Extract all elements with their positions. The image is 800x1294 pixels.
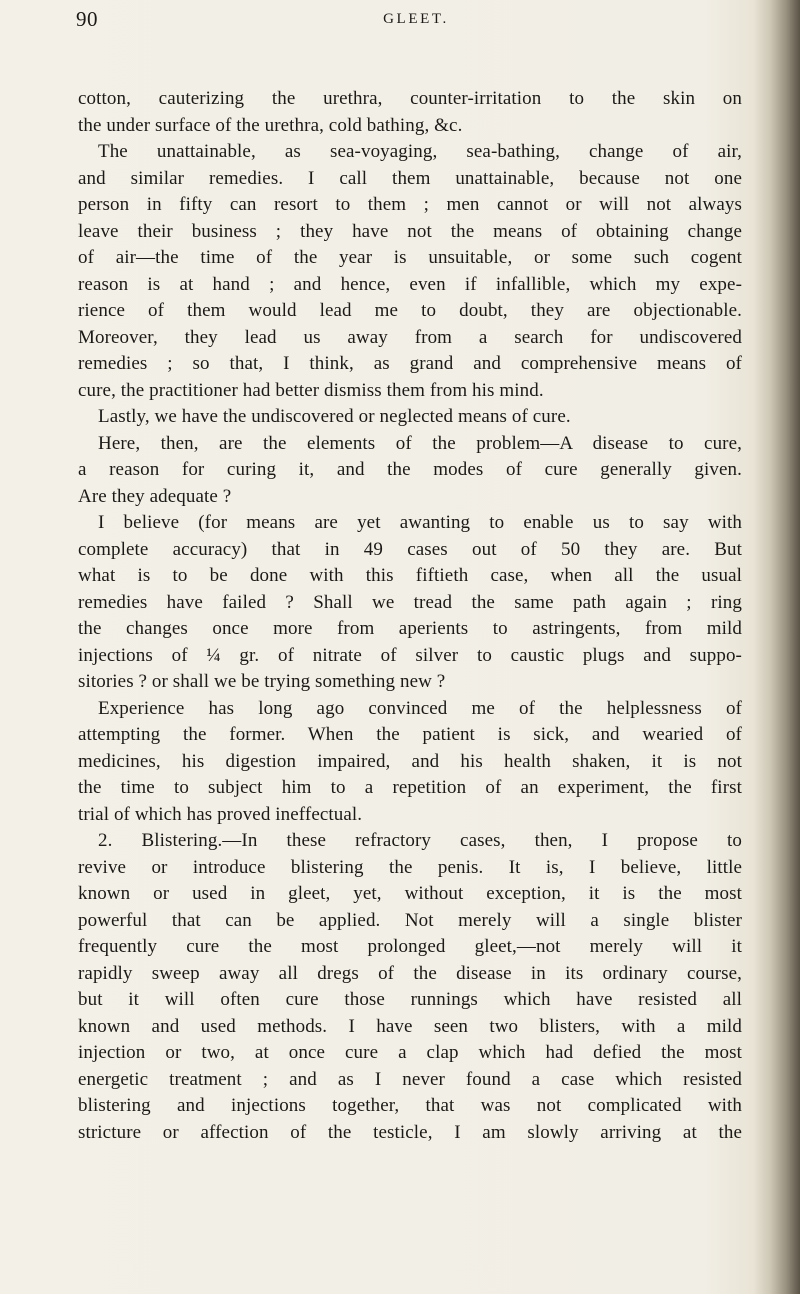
text-line: Are they adequate ? <box>78 485 232 507</box>
text-line: rapidly sweep away all dregs of the disease in its ordinary course, <box>78 962 742 984</box>
page-number: 90 <box>76 7 98 31</box>
text-line: energetic treatment ; and as I never found a case which resisted <box>78 1068 742 1090</box>
text-line: powerful that can be applied. Not merely will a single blister <box>78 909 742 931</box>
text-line: frequently cure the most prolonged gleet,—not merely will it <box>78 936 742 957</box>
text-line: Here, then, are the elements of the problem—A disease to cure, <box>98 432 742 454</box>
text-line: the time to subject him to a repetition of an experiment, the first <box>78 777 742 798</box>
text-line: Moreover, they lead us away from a search for undiscovered <box>78 326 742 348</box>
text-line: reason is at hand ; and hence, even if infallible, which my expe- <box>78 273 742 295</box>
text-line: but it will often cure those runnings which have resisted all <box>78 989 742 1010</box>
binding-shadow <box>754 0 800 1294</box>
text-line: rience of them would lead me to doubt, they are objectionable. <box>78 300 742 321</box>
text-line: cotton, cauterizing the urethra, counter-irritation to the skin on <box>78 88 742 109</box>
text-line: blistering and injections together, that was not complicated with <box>78 1095 742 1116</box>
text-line: complete accuracy) that in 49 cases out of 50 they are. But <box>78 538 742 560</box>
text-line: remedies have failed ? Shall we tread the same path again ; ring <box>78 591 742 613</box>
text-line: revive or introduce blistering the penis. It is, I believe, little <box>78 856 742 878</box>
text-line: medicines, his digestion impaired, and his health shaken, it is not <box>78 750 742 772</box>
text-line: of air—the time of the year is unsuitable, or some such cogent <box>78 247 742 268</box>
text-line: known or used in gleet, yet, without exception, it is the most <box>78 883 742 904</box>
text-line: cure, the practitioner had better dismiss them from his mind. <box>78 379 544 401</box>
text-line: a reason for curing it, and the modes of cure generally given. <box>78 459 742 480</box>
text-line: sitories ? or shall we be trying something new ? <box>78 671 446 692</box>
text-line: leave their business ; they have not the means of obtaining change <box>78 220 742 242</box>
running-head <box>76 4 726 44</box>
text-line: and similar remedies. I call them unattainable, because not one <box>78 167 742 189</box>
text-line: trial of which has proved ineffectual. <box>78 803 363 825</box>
running-title: GLEET. <box>383 11 449 27</box>
text-line: Lastly, we have the undiscovered or neglected means of cure. <box>98 406 571 427</box>
text-line: known and used methods. I have seen two blisters, with a mild <box>78 1015 742 1037</box>
text-line: 2. Blistering.—In these refractory cases, then, I propose to <box>98 830 742 851</box>
text-line: injections of ¼ gr. of nitrate of silver to caustic plugs and suppo- <box>78 644 742 666</box>
body-text <box>78 86 742 1146</box>
text-line: I believe (for means are yet awanting to enable us to say with <box>98 512 742 533</box>
text-line: injection or two, at once cure a clap which had defied the most <box>78 1042 742 1063</box>
text-line: attempting the former. When the patient is sick, and wearied of <box>78 724 742 745</box>
text-line: what is to be done with this fiftieth case, when all the usual <box>78 565 742 586</box>
text-line: person in fifty can resort to them ; men cannot or will not always <box>78 194 742 215</box>
text-line: the under surface of the urethra, cold bathing, &c. <box>78 114 463 136</box>
text-line: remedies ; so that, I think, as grand and comprehensive means of <box>78 353 742 374</box>
text-line: Experience has long ago convinced me of the helplessness of <box>98 697 742 719</box>
text-line: The unattainable, as sea-voyaging, sea-bathing, change of air, <box>98 141 742 162</box>
text-line: the changes once more from aperients to astringents, from mild <box>78 618 742 639</box>
text-line: stricture or affection of the testicle, I am slowly arriving at the <box>78 1121 742 1143</box>
